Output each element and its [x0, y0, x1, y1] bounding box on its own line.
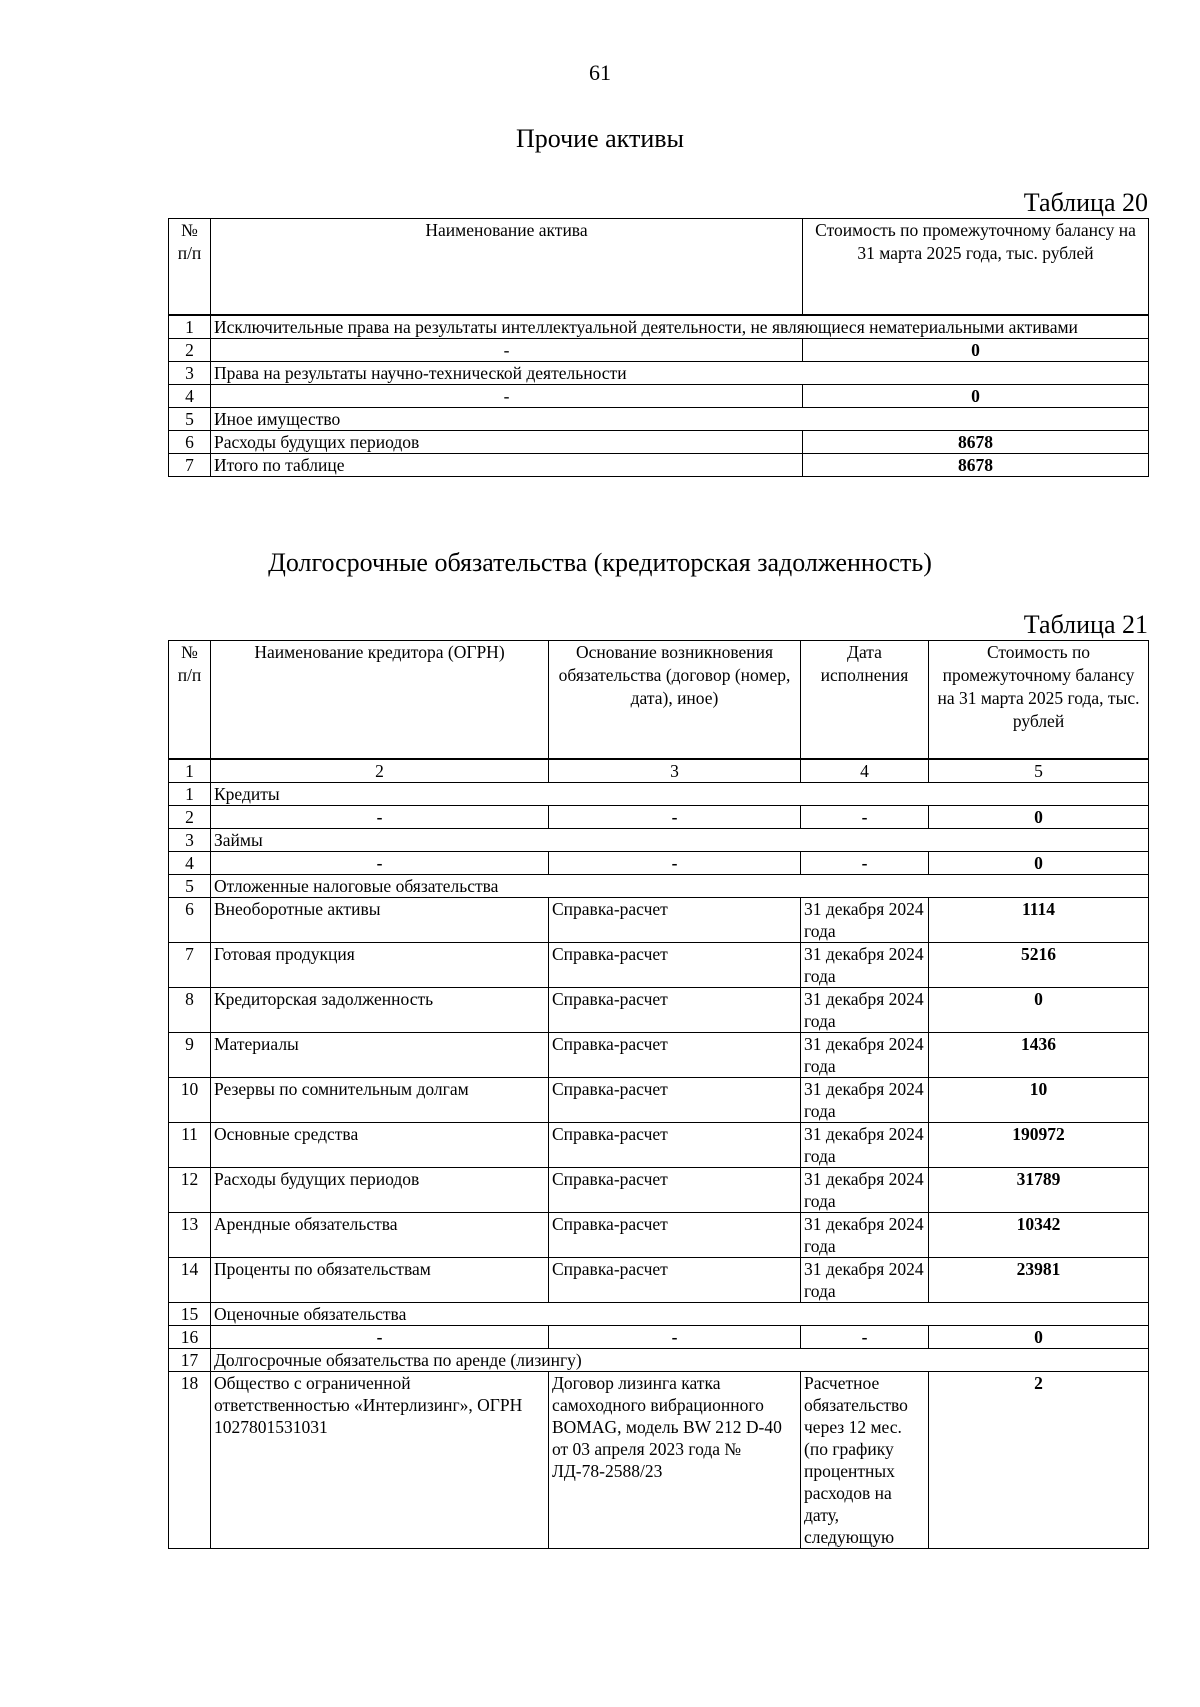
section-title-long-term-liabilities: Долгосрочные обязательства (кредиторская задолженность): [268, 548, 932, 577]
table-row: 6 Внеоборотные активы Справка-расчет 31 декабря 2024 года 1114: [169, 898, 1149, 943]
section-row-label: Займы: [211, 829, 1149, 852]
section-row-label: Оценочные обязательства: [211, 1303, 1149, 1326]
table-row: 1 Кредиты: [169, 783, 1149, 806]
header-num: № п/п: [169, 219, 211, 315]
section-row-label: Кредиты: [211, 783, 1149, 806]
header-num: № п/п: [169, 641, 211, 759]
table-row: 1 Исключительные права на результаты интеллектуальной деятельности, не являющиеся нематериальными активами: [169, 316, 1149, 339]
table-row: 17 Долгосрочные обязательства по аренде (лизингу): [169, 1349, 1149, 1372]
header-basis: Основание возникновения обязательства (договор (номер, дата), иное): [549, 641, 801, 759]
table-row: 11 Основные средства Справка-расчет 31 декабря 2024 года 190972: [169, 1123, 1149, 1168]
table-row: 8 Кредиторская задолженность Справка-расчет 31 декабря 2024 года 0: [169, 988, 1149, 1033]
table-row: 6 Расходы будущих периодов 8678: [169, 431, 1149, 454]
page-number: 61: [589, 60, 611, 85]
column-numbers-row: 1 2 3 4 5: [169, 760, 1149, 783]
section-row-label: Отложенные налоговые обязательства: [211, 875, 1149, 898]
table-row: 4 - - - 0: [169, 852, 1149, 875]
table-row: 2 - 0: [169, 339, 1149, 362]
table-row: 14 Проценты по обязательствам Справка-расчет 31 декабря 2024 года 23981: [169, 1258, 1149, 1303]
table-row: 5 Отложенные налоговые обязательства: [169, 875, 1149, 898]
table-row: 10 Резервы по сомнительным долгам Справка-расчет 31 декабря 2024 года 10: [169, 1078, 1149, 1123]
table-21: [168, 640, 1149, 1549]
table-row: 18 Общество с ограниченной ответственностью «Интерлизинг», ОГРН 1027801531031 Договор лизинга катка самоходного вибрационного BOMAG, модель BW 212 D-40 от 03 апреля 2023 года № ЛД-78-2588/23 Расчетное обязательство через 12 мес. (по графику процентных расходов на дату, следующую 2: [169, 1372, 1149, 1549]
table-row: 3 Займы: [169, 829, 1149, 852]
header-value: Стоимость по промежуточному балансу на 31 марта 2025 года, тыс. рублей: [803, 219, 1149, 315]
table-row: 7 Готовая продукция Справка-расчет 31 декабря 2024 года 5216: [169, 943, 1149, 988]
table-20-label: Таблица 20: [1023, 188, 1148, 217]
table-row: 4 - 0: [169, 385, 1149, 408]
table-row: 3 Права на результаты научно-технической деятельности: [169, 362, 1149, 385]
header-date: Дата исполнения: [801, 641, 929, 759]
table-row: 9 Материалы Справка-расчет 31 декабря 2024 года 1436: [169, 1033, 1149, 1078]
table-row: 16 - - - 0: [169, 1326, 1149, 1349]
table-row: 7 Итого по таблице 8678: [169, 454, 1149, 477]
table-row: 12 Расходы будущих периодов Справка-расчет 31 декабря 2024 года 31789: [169, 1168, 1149, 1213]
table-row: 15 Оценочные обязательства: [169, 1303, 1149, 1326]
section-title-other-assets: Прочие активы: [516, 124, 684, 153]
table-row: 13 Арендные обязательства Справка-расчет 31 декабря 2024 года 10342: [169, 1213, 1149, 1258]
table-20: [168, 218, 1149, 477]
section-row-label: Долгосрочные обязательства по аренде (лизингу): [211, 1349, 1149, 1372]
table-21-label: Таблица 21: [1023, 610, 1148, 639]
header-value: Стоимость по промежуточному балансу на 31 марта 2025 года, тыс. рублей: [929, 641, 1149, 759]
table-row: 2 - - - 0: [169, 806, 1149, 829]
header-name: Наименование актива: [211, 219, 803, 315]
header-creditor: Наименование кредитора (ОГРН): [211, 641, 549, 759]
table-row: 5 Иное имущество: [169, 408, 1149, 431]
